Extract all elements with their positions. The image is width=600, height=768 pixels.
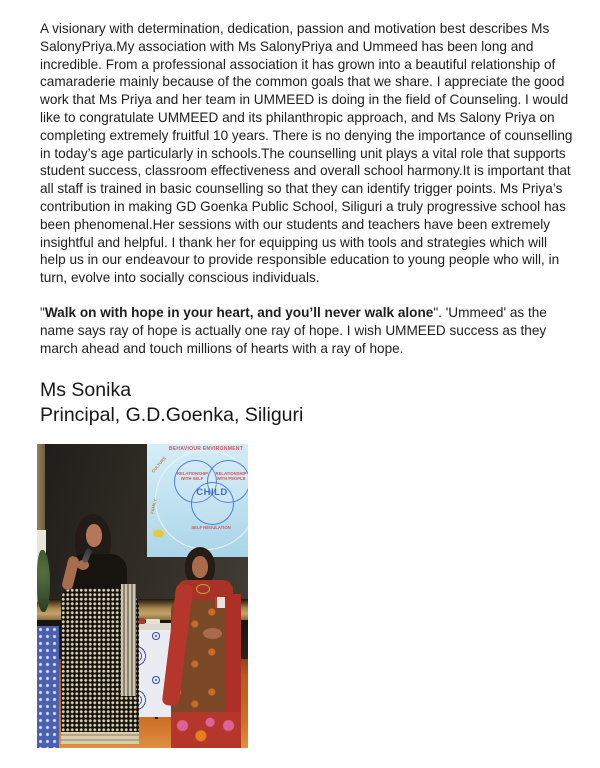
- table-papers: [146, 619, 160, 624]
- speaker-left-pallu: [121, 584, 136, 696]
- venn-heading: BEHAVIOUR ENVIRONMENT: [168, 446, 244, 453]
- signature-title: Principal, G.D.Goenka, Siliguri: [40, 403, 304, 426]
- projection-screen: [147, 444, 248, 557]
- quote-open-mark: ": [40, 304, 45, 320]
- venn-label-right: RELATIONSHIP WITH PEOPLE: [215, 471, 247, 482]
- speaker-right-face: [192, 556, 208, 578]
- side-cloth: [37, 626, 59, 748]
- speaker-left-face: [86, 524, 102, 547]
- venn-label-left: RELATIONSHIP WITH SELF: [177, 471, 208, 482]
- venn-center-label: CHILD: [196, 487, 228, 499]
- venn-edge-label-family: FAMILY: [149, 498, 158, 515]
- slide-logo-icon: [153, 530, 164, 537]
- event-photo: [37, 444, 248, 748]
- venn-label-bottom: SELF REGULATION: [191, 525, 231, 531]
- quote-rest-text: ". 'Ummeed' as the name says ray of hope is actually one ray of hope. I wish UMMEED success as they march ahead and touch millions of hearts with a ray of hope.: [40, 304, 547, 356]
- speaker-right-badge: [215, 597, 225, 608]
- signature-name: Ms Sonika: [40, 379, 132, 402]
- quote-bold-text: Walk on with hope in your heart, and you’ll never walk alone: [44, 304, 434, 320]
- plant: [37, 550, 50, 612]
- quote-paragraph: [40, 304, 576, 357]
- signature-block: [40, 378, 575, 427]
- testimonial-paragraph: A visionary with determination, dedication, passion and motivation best describes Ms SalonyPriya.My association with Ms SalonyPriya and Ummeed has been long and incredible. From a professional association it has grown into a beautiful relationship of camaraderie mainly because of the common goals that we share. I appreciate the good work that Ms Priya and her team in UMMEED is doing in the field of Counseling. I would like to congratulate UMMEED and its philanthropic approach, and Ms Salony Priya on completing extremely fruitful 10 years. There is no denying the importance of counselling in today’s age particularly in schools.The counselling unit plays a vital role that supports student success, classroom effectiveness and overall school harmony.It is important that all staff is trained in basic counselling so that they can identify trigger points. Ms Priya’s contribution in making GD Goenka Public School, Siliguri a truly progressive school has been phenomenal.Her sessions with our students and teachers have been extremely insightful and helpful. I thank her for equipping us with tools and strategies which will help us in our endeavour to provide responsible education to young people who will, in turn, evolve into socially conscious individuals.: [40, 21, 573, 286]
- venn-edge-label-culture: CULTURE: [150, 455, 168, 474]
- speaker-left-saree-hem: [61, 732, 139, 744]
- speaker-right-saree-hem: [171, 712, 241, 748]
